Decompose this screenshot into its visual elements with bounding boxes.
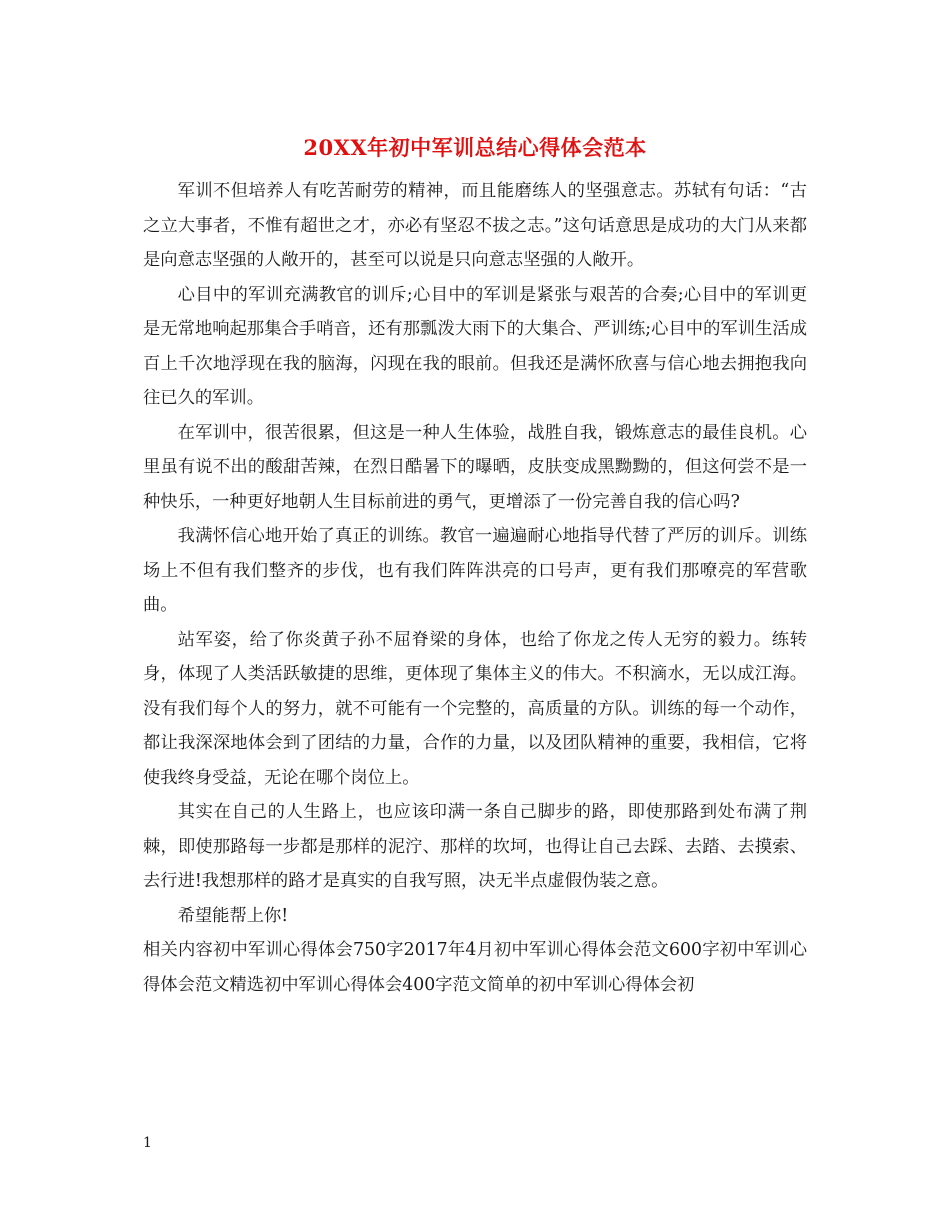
paragraph-6: 其实在自己的人生路上，也应该印满一条自己脚步的路，即使那路到处布满了荆棘，即使那路每一步都是那样的泥泞、那样的坎坷，也得让自己去踩、去踏、去摸索、去行进!我想那样的路才是真实的自我写照，决无半点虚假伪装之意。 xyxy=(143,802,807,891)
paragraph-7: 希望能帮上你! xyxy=(177,905,289,926)
paragraph-2: 心目中的军训充满教官的训斥;心目中的军训是紧张与艰苦的合奏;心目中的军训更是无常地响起那集合手哨音，还有那瓢泼大雨下的大集合、严训练;心目中的军训生活成百上千次地浮现在我的脑海，闪现在我的眼前。但我还是满怀欣喜与信心地去拥抱我向往已久的军训。 xyxy=(143,284,807,408)
paragraph-4: 我满怀信心地开始了真正的训练。教官一遍遍耐心地指导代替了严厉的训斥。训练场上不但有我们整齐的步伐，也有我们阵阵洪亮的口号声，更有我们那嘹亮的军营歌曲。 xyxy=(143,526,807,615)
paragraph-3: 在军训中，很苦很累，但这是一种人生体验，战胜自我，锻炼意志的最佳良机。心里虽有说不出的酸甜苦辣，在烈日酷暑下的曝晒，皮肤变成黑黝黝的，但这何尝不是一种快乐，一种更好地朝人生目标前进的勇气，更增添了一份完善自我的信心吗? xyxy=(143,422,807,512)
paragraph-5: 站军姿，给了你炎黄子孙不屈脊梁的身体，也给了你龙之传人无穷的毅力。练转身，体现了人类活跃敏捷的思维，更体现了集体主义的伟大。不积滴水，无以成江海。没有我们每个人的努力，就不可能有一个完整的，高质量的方队。训练的每一个动作，都让我深深地体会到了团结的力量，合作的力量，以及团队精神的重要，我相信，它将使我终身受益，无论在哪个岗位上。 xyxy=(143,629,807,788)
document-title: 20XX年初中军训总结心得体会范本 xyxy=(303,135,647,160)
related-content: 相关内容初中军训心得体会750字2017年4月初中军训心得体会范文600字初中军训心得体会范文精选初中军训心得体会400字范文简单的初中军训心得体会初 xyxy=(143,940,807,995)
page-number: 1 xyxy=(143,1135,152,1151)
paragraph-1: 军训不但培养人有吃苦耐劳的精神，而且能磨练人的坚强意志。苏轼有句话：“古之立大事者，不惟有超世之才，亦必有坚忍不拔之志。”这句话意思是成功的大门从来都是向意志坚强的人敞开的，甚至可以说是只向意志坚强的人敞开。 xyxy=(143,181,807,270)
document-body xyxy=(143,174,807,1002)
